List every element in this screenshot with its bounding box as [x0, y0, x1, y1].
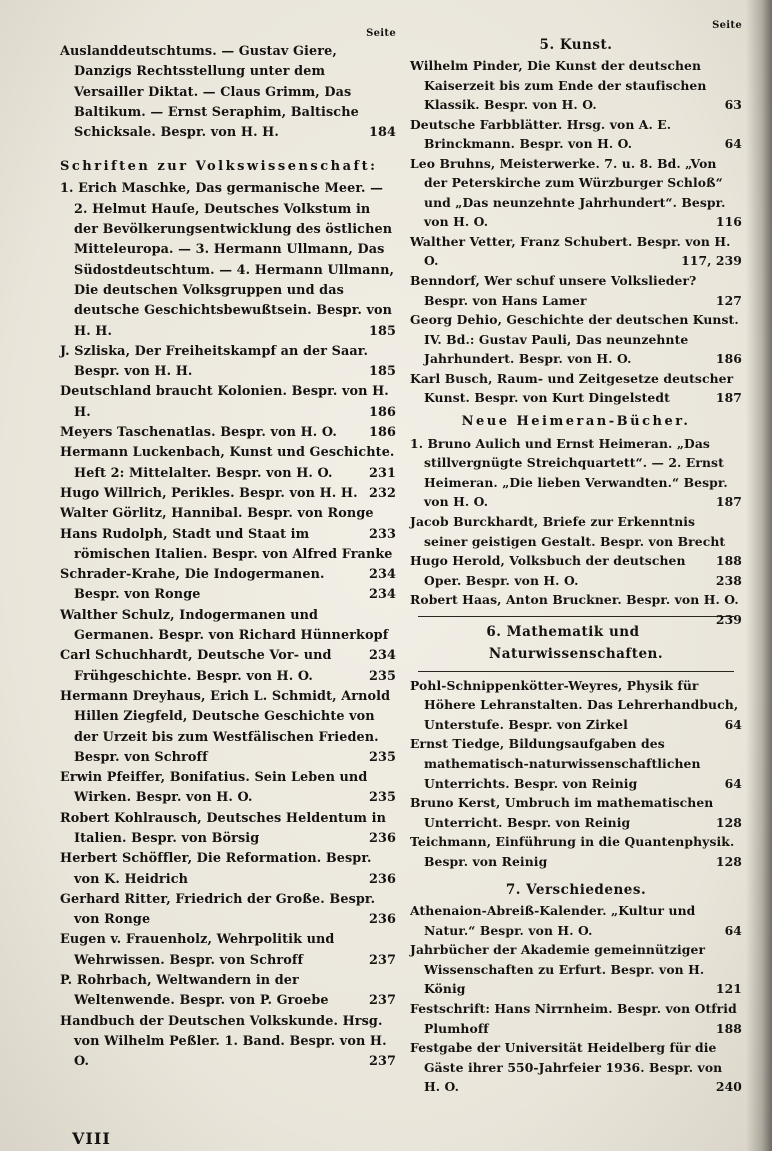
page-number: 185 — [368, 323, 396, 339]
page-number: 231 — [368, 465, 396, 481]
page-number: 128 — [715, 853, 742, 869]
page-number: 186 — [368, 425, 396, 441]
page-number: 234 — [368, 567, 396, 583]
index-entry — [60, 504, 396, 542]
page-number: 117, 239 — [681, 253, 742, 269]
page-number: 127 — [715, 292, 742, 308]
binding-shadow — [746, 0, 772, 1151]
index-entry — [410, 434, 742, 512]
page-number: 121 — [715, 981, 742, 997]
entry-text: Walter Görlitz, Hannibal. Bespr. von Ronge — [60, 506, 374, 522]
index-entry — [60, 342, 396, 383]
page-number: 236 — [368, 871, 396, 887]
page-number: 186 — [368, 404, 396, 420]
heimeran-entries — [410, 434, 742, 627]
index-entry — [60, 423, 396, 443]
entry-text: Jahrbücher der Akademie gemeinnütziger Wissenschaften zu Erfurt. Bespr. von H. König — [410, 942, 706, 997]
entry-text: Hugo Herold, Volksbuch der deutschen Oper. Bespr. von H. O. — [410, 553, 686, 588]
page-number: 236 — [368, 912, 396, 928]
page-number: 64 — [724, 136, 742, 152]
page-number: 185 — [368, 364, 396, 380]
verschiedenes-entries — [410, 901, 742, 1096]
index-entry — [60, 382, 396, 423]
entry-text: Festgabe der Universität Heidelberg für die Gäste ihrer 550-Jahrfeier 1936. Bespr. von H. O. — [410, 1040, 723, 1095]
entry-text: Erwin Pfeiffer, Bonifatius. Sein Leben und Wirken. Bespr. von H. O. — [60, 770, 368, 806]
index-entry — [60, 525, 396, 583]
page-number: 64 — [724, 716, 742, 732]
index-entry — [410, 512, 742, 569]
page-number: 186 — [715, 351, 742, 367]
entry-text: 1. Erich Maschke, Das germanische Meer. — 2. Helmut Hauſe, Deutsches Volkstum in der Bevölkerungsentwicklung des östlichen Mitteleuropa. — 3. Hermann Ullmann, Das Südostdeutschtum. — 4. Hermann Ullmann, Die deutschen Volksgruppen und das deutsche Geschichtsbewußtsein. Bespr. von H. H. — [60, 181, 395, 339]
index-entry — [60, 890, 396, 931]
entry-text: Benndorf, Wer schuf unsere Volkslieder? Bespr. von Hans Lamer — [410, 273, 697, 308]
entry-text: Schrader-Krahe, Die Indogermanen. Bespr. von Ronge — [60, 567, 325, 603]
entry-text: Robert Haas, Anton Bruckner. Bespr. von H. O. — [410, 592, 739, 608]
entry-text: Hermann Luckenbach, Kunst und Geschichte. Heft 2: Mittelalter. Bespr. von H. O. — [60, 445, 395, 481]
index-entry — [410, 940, 742, 999]
index-entry — [410, 590, 742, 627]
index-entry — [410, 832, 742, 871]
entry-text: Leo Bruhns, Meisterwerke. 7. u. 8. Bd. „Von der Peterskirche zum Würzburger Schloß“ und „Das neunzehnte Jahrhundert“. Bespr. von H. O. — [410, 155, 726, 230]
entry-text: Walther Vetter, Franz Schubert. Bespr. von H. O. — [410, 233, 731, 269]
page-number: 187 — [715, 494, 742, 510]
entry-text: Teichmann, Einführung in die Quantenphysik. Bespr. von Reinig — [410, 834, 735, 869]
right-column — [410, 18, 742, 1097]
page-number: 235 — [368, 749, 396, 765]
seite-label: Seite — [712, 20, 742, 31]
section-title-mathematik: 6. Mathematik und Naturwissenschaften. — [486, 623, 664, 662]
index-entry — [60, 42, 396, 143]
index-entry — [410, 115, 742, 154]
entry-text: Herbert Schöffler, Die Reformation. Bespr. von K. Heidrich — [60, 851, 372, 887]
page-number: 239 — [715, 611, 742, 627]
entry-text: Athenaion-Abreiß-Kalender. „Kultur und Natur.“ Bespr. von H. O. — [410, 903, 696, 938]
entry-text: Meyers Taschenatlas. Bespr. von H. O. — [60, 425, 337, 441]
page-number: 237 — [368, 952, 396, 968]
page-number: 64 — [724, 922, 742, 938]
index-entry — [60, 179, 396, 341]
entry-text: Auslanddeutschtums. — Gustav Giere, Danzigs Rechtsstellung unter dem Versailler Diktat. — Claus Grimm, Das Baltikum. — Ernst Seraphim, Baltische Schicksale. Bespr. von H. H. — [60, 44, 359, 141]
section-title-kunst: 5. Kunst. — [539, 37, 613, 53]
index-entry — [60, 809, 396, 850]
index-entry — [60, 565, 396, 606]
index-entry — [60, 606, 396, 664]
entry-text: Jacob Burckhardt, Briefe zur Erkenntnis seiner geistigen Gestalt. Bespr. von Brecht — [410, 514, 726, 549]
index-entry — [410, 369, 742, 408]
index-entry — [60, 849, 396, 890]
index-entry — [60, 484, 396, 504]
entry-text: Gerhard Ritter, Friedrich der Große. Bespr. von Ronge — [60, 891, 376, 928]
page-number: 64 — [724, 775, 742, 791]
index-entry — [410, 56, 742, 115]
index-entry — [410, 551, 742, 590]
page-number: 63 — [724, 97, 742, 113]
entry-text: 1. Bruno Aulich und Ernst Heimeran. „Das stillvergnügte Streichquartett“. — 2. Ernst Heimeran. „Die lieben Verwandten.“ Bespr. von H. O. — [410, 435, 728, 510]
entry-text: Walther Schulz, Indogermanen und Germanen. Bespr. von Richard Hünnerkopf — [60, 607, 389, 644]
left-column — [60, 26, 396, 1073]
index-entry — [410, 676, 742, 735]
page-number: 184 — [368, 125, 396, 141]
index-entry — [410, 901, 742, 940]
subhead-volkswissenschaft: Schriften zur Volkswissenschaft: — [60, 159, 378, 175]
entry-text: Hans Rudolph, Stadt und Staat im römischen Italien. Bespr. von Alfred Franke — [60, 526, 393, 562]
page-number: 235 — [368, 668, 396, 684]
page-number: 232 — [368, 485, 396, 501]
page-number: 128 — [715, 814, 742, 830]
entry-text: Hugo Willrich, Perikles. Bespr. von H. H. — [60, 485, 358, 501]
page-number: 233 — [368, 526, 396, 542]
entry-text: Bruno Kerst, Umbruch im mathematischen Unterricht. Bespr. von Reinig — [410, 795, 714, 830]
page-number: 116 — [715, 214, 742, 230]
page-number: 187 — [715, 390, 742, 406]
section-divider — [418, 671, 734, 672]
page-number: 188 — [715, 1020, 742, 1036]
index-entry — [410, 271, 742, 310]
entry-text: Carl Schuchhardt, Deutsche Vor- und Frühgeschichte. Bespr. von H. O. — [60, 648, 332, 684]
index-entry — [410, 154, 742, 232]
page-number: 240 — [715, 1079, 742, 1095]
page-number: 234 — [368, 587, 396, 603]
entry-text: Eugen v. Frauenholz, Wehrpolitik und Wehrwissen. Bespr. von Schroff — [60, 932, 335, 968]
subhead-heimeran: Neue Heimeran-Bücher. — [461, 413, 691, 429]
page-number: 235 — [368, 790, 396, 806]
mathematik-entries — [410, 676, 742, 871]
page-number: 238 — [715, 572, 742, 588]
kunst-entries — [410, 56, 742, 408]
index-entry — [60, 930, 396, 971]
entry-text: Karl Busch, Raum- und Zeitgesetze deutscher Kunst. Bespr. von Kurt Dingelstedt — [410, 370, 734, 406]
index-entry — [410, 999, 742, 1038]
entry-text: Robert Kohlrausch, Deutsches Heldentum in Italien. Bespr. von Börsig — [60, 810, 386, 846]
entry-text: Pohl-Schnippenkötter-Weyres, Physik für Höhere Lehranstalten. Das Lehrerhandbuch, Unterstufe. Bespr. von Zirkel — [410, 677, 739, 732]
index-entry — [410, 734, 742, 793]
page-number: 188 — [715, 553, 742, 569]
index-entry — [60, 443, 396, 484]
index-entry — [410, 793, 742, 832]
index-entry — [410, 1038, 742, 1097]
entry-text: P. Rohrbach, Weltwandern in der Weltenwende. Bespr. von P. Groebe — [60, 973, 329, 1009]
index-entry — [60, 768, 396, 809]
entry-text: Festschrift: Hans Nirrnheim. Bespr. von Otfrid Plumhoff — [410, 1000, 737, 1036]
entry-text: Deutsche Farbblätter. Hrsg. von A. E. Brinckmann. Bespr. von H. O. — [410, 116, 672, 152]
page-number: 236 — [368, 830, 396, 846]
entry-text: Georg Dehio, Geschichte der deutschen Kunst. IV. Bd.: Gustav Pauli, Das neunzehnte Jahrhundert. Bespr. von H. O. — [410, 312, 739, 367]
entry-text: Handbuch der Deutschen Volkskunde. Hrsg. von Wilhelm Peßler. 1. Band. Bespr. von H. O. — [60, 1013, 387, 1070]
page-number: 237 — [368, 993, 396, 1009]
seite-label: Seite — [366, 28, 396, 39]
index-entry — [410, 232, 742, 271]
page-number: 237 — [368, 1054, 396, 1070]
page-number: 234 — [368, 648, 396, 664]
index-entry — [60, 687, 396, 768]
left-top-entries — [60, 42, 396, 143]
entry-text: Deutschland braucht Kolonien. Bespr. von H. H. — [60, 384, 389, 420]
entry-text: J. Szliska, Der Freiheitskampf an der Saar. Bespr. von H. H. — [60, 343, 369, 380]
entry-text: Ernst Tiedge, Bildungsaufgaben des mathematisch-naturwissenschaftlichen Unterrichts. Bespr. von Reinig — [410, 736, 701, 791]
index-entry — [60, 1012, 396, 1073]
entry-text: Hermann Dreyhaus, Erich L. Schmidt, Arnold Hillen Ziegfeld, Deutsche Geschichte von der Urzeit bis zum Westfälischen Frieden. Bespr. von Schroff — [60, 688, 391, 765]
section-title-verschiedenes: 7. Verschiedenes. — [505, 882, 647, 899]
left-entries — [60, 179, 396, 1072]
page-folio: VIII — [72, 1129, 111, 1148]
entry-text: Wilhelm Pinder, Die Kunst der deutschen Kaiserzeit bis zum Ende der staufischen Klassik. Bespr. von H. O. — [410, 58, 707, 113]
index-entry — [60, 971, 396, 1012]
index-entry — [410, 310, 742, 369]
index-entry — [60, 646, 396, 687]
section-divider — [418, 616, 734, 617]
